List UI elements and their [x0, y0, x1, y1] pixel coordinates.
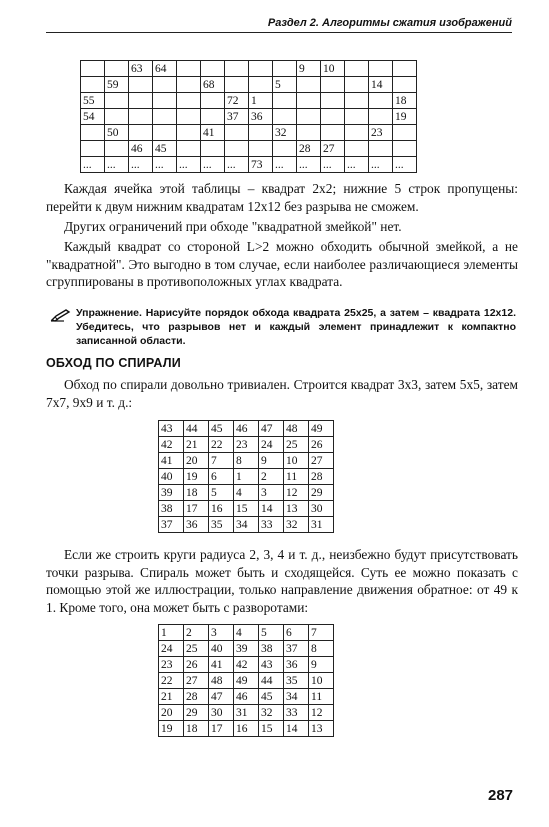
table-cell: 41 [209, 657, 234, 673]
table-cell [105, 109, 129, 125]
table-cell: 5 [273, 77, 297, 93]
table-cell: 23 [159, 657, 184, 673]
table-row [159, 453, 334, 469]
table-cell: 12 [284, 485, 309, 501]
table-cell [153, 125, 177, 141]
table-cell: 32 [273, 125, 297, 141]
pencil-icon [50, 308, 72, 322]
table-cell [297, 109, 321, 125]
table-cell [105, 61, 129, 77]
table-cell: 20 [184, 453, 209, 469]
table-cell: ... [273, 157, 297, 173]
table-row [81, 77, 417, 93]
table-cell: 38 [259, 641, 284, 657]
table-cell: 45 [209, 421, 234, 437]
table-cell: 5 [259, 625, 284, 641]
table-cell [177, 61, 201, 77]
table-cell [201, 141, 225, 157]
table-cell [249, 61, 273, 77]
paragraph-snake: Каждый квадрат со стороной L>2 можно обходить обычной змейкой, а не "квадратной". Это выгодно в том случае, если наиболее различающиеся элементы сгруппированы в противоположных углах квадрата. [46, 239, 518, 289]
table-cell: 4 [234, 485, 259, 501]
table-cell [177, 93, 201, 109]
table-cell: 12 [309, 705, 334, 721]
table-cell [153, 109, 177, 125]
table-row [159, 625, 334, 641]
table-row [159, 689, 334, 705]
table-row [159, 421, 334, 437]
table-cell: 41 [201, 125, 225, 141]
table-cell: 4 [234, 625, 259, 641]
table-cell: 24 [159, 641, 184, 657]
paragraph-circles: Если же строить круги радиуса 2, 3, 4 и т. д., неизбежно будут присутствовать точки разрыва. Спираль может быть и сходящейся. Суть ее можно показать с помощью этой же иллюстрации, только направление движения обратное: от 49 к 1. Кроме того, она может быть с разворотами: [46, 547, 518, 615]
table-cell: 59 [105, 77, 129, 93]
table-cell [273, 109, 297, 125]
table-row [81, 93, 417, 109]
table-cell: 26 [184, 657, 209, 673]
page-number: 287 [488, 787, 514, 804]
table-cell [369, 93, 393, 109]
table-cell: 42 [159, 437, 184, 453]
table-cell: 7 [209, 453, 234, 469]
table-cell: 68 [201, 77, 225, 93]
table-cell: 29 [309, 485, 334, 501]
table-cell: 43 [159, 421, 184, 437]
table-cell [177, 77, 201, 93]
table-cell: 37 [225, 109, 249, 125]
paragraph-cells: Каждая ячейка этой таблицы – квадрат 2х2; нижние 5 строк пропущены: перейти к двум нижним квадратам 12х12 без разрыва не сможем. [46, 181, 518, 214]
table-cell: 36 [249, 109, 273, 125]
table-cell: 22 [209, 437, 234, 453]
table-cell [249, 125, 273, 141]
table-cell: 54 [81, 109, 105, 125]
table-cell [129, 125, 153, 141]
table-cell [225, 77, 249, 93]
table-cell: 2 [184, 625, 209, 641]
table-cell: 23 [369, 125, 393, 141]
table-cell: 55 [81, 93, 105, 109]
section-title: ОБХОД ПО СПИРАЛИ [46, 356, 181, 370]
table-cell [393, 141, 417, 157]
table-cell: 46 [234, 689, 259, 705]
table-cell: 47 [209, 689, 234, 705]
table-cell [321, 93, 345, 109]
table-cell: 1 [159, 625, 184, 641]
table-cell: 45 [259, 689, 284, 705]
table-row [159, 469, 334, 485]
table-cell: ... [297, 157, 321, 173]
table-row [81, 125, 417, 141]
table-cell: 3 [259, 485, 284, 501]
table-cell: ... [201, 157, 225, 173]
table-cell: 13 [284, 501, 309, 517]
table-row [81, 141, 417, 157]
table-cell: 10 [321, 61, 345, 77]
table-cell: 1 [234, 469, 259, 485]
table-cell: 5 [209, 485, 234, 501]
table-cell: 6 [209, 469, 234, 485]
table-cell: 18 [393, 93, 417, 109]
table-row [159, 673, 334, 689]
table-cell [345, 109, 369, 125]
table-cell [249, 141, 273, 157]
table-cell [321, 109, 345, 125]
table-cell [297, 93, 321, 109]
table-cell: 31 [309, 517, 334, 533]
table-cell: 36 [184, 517, 209, 533]
table-cell: 16 [209, 501, 234, 517]
table-cell [129, 109, 153, 125]
table-cell: ... [225, 157, 249, 173]
table-cell: 47 [259, 421, 284, 437]
table-cell: 17 [184, 501, 209, 517]
table-cell [321, 125, 345, 141]
table-cell: 28 [309, 469, 334, 485]
table-cell: 63 [129, 61, 153, 77]
table-cell: 14 [284, 721, 309, 737]
table-cell [297, 77, 321, 93]
table-cell: 49 [234, 673, 259, 689]
table-cell [105, 141, 129, 157]
table-cell: 34 [284, 689, 309, 705]
table-cell: 8 [234, 453, 259, 469]
paragraph-spiral-intro: Обход по спирали довольно тривиален. Строится квадрат 3х3, затем 5х5, затем 7х7, 9х9 и т. д.: [46, 377, 518, 410]
table-cell: 9 [259, 453, 284, 469]
table-row [159, 721, 334, 737]
table-cell: 46 [234, 421, 259, 437]
table-row [81, 157, 417, 173]
table-cell: 37 [159, 517, 184, 533]
table-cell: 18 [184, 485, 209, 501]
exercise-label: Упражнение. [76, 307, 142, 319]
table-cell: 25 [284, 437, 309, 453]
table-cell: ... [81, 157, 105, 173]
table-row [159, 641, 334, 657]
table-cell: 6 [284, 625, 309, 641]
table-cell: 9 [309, 657, 334, 673]
table-row [81, 109, 417, 125]
table-cell: 14 [369, 77, 393, 93]
table-cell: 8 [309, 641, 334, 657]
table-cell [153, 77, 177, 93]
table-cell: 27 [184, 673, 209, 689]
table-cell: 14 [259, 501, 284, 517]
snake-grid-table [80, 60, 417, 173]
table-cell: 40 [209, 641, 234, 657]
table-row [159, 437, 334, 453]
table-cell [153, 93, 177, 109]
table-cell [201, 93, 225, 109]
table-cell: ... [369, 157, 393, 173]
table-cell: 9 [297, 61, 321, 77]
table-cell: 40 [159, 469, 184, 485]
table-cell: 35 [209, 517, 234, 533]
table-row [159, 501, 334, 517]
table-cell: 11 [309, 689, 334, 705]
table-row [159, 517, 334, 533]
spiral-table [158, 420, 334, 533]
table-cell [225, 125, 249, 141]
table-cell: ... [345, 157, 369, 173]
table-cell [81, 141, 105, 157]
table-cell [249, 77, 273, 93]
table-cell: 3 [209, 625, 234, 641]
exercise-text [76, 306, 516, 348]
table-cell: ... [393, 157, 417, 173]
table-cell: 29 [184, 705, 209, 721]
table-cell: 37 [284, 641, 309, 657]
table-cell: 33 [284, 705, 309, 721]
table-cell: 26 [309, 437, 334, 453]
table-cell: 28 [297, 141, 321, 157]
table-cell: ... [129, 157, 153, 173]
paragraph-constraints: Других ограничений при обходе "квадратной змейкой" нет. [64, 219, 402, 234]
table-cell: 34 [234, 517, 259, 533]
running-head: Раздел 2. Алгоритмы сжатия изображений [46, 17, 512, 33]
table-cell: 7 [309, 625, 334, 641]
table-cell: 16 [234, 721, 259, 737]
table-cell [393, 61, 417, 77]
table-cell: ... [153, 157, 177, 173]
table-cell: 17 [209, 721, 234, 737]
table-cell [201, 61, 225, 77]
table-cell: 2 [259, 469, 284, 485]
table-cell: 35 [284, 673, 309, 689]
table-cell: 1 [249, 93, 273, 109]
table-cell [297, 125, 321, 141]
table-cell [177, 125, 201, 141]
table-cell: 72 [225, 93, 249, 109]
table-cell: 19 [184, 469, 209, 485]
table-row [159, 705, 334, 721]
table-cell: 27 [309, 453, 334, 469]
table-cell: 32 [284, 517, 309, 533]
table-cell: ... [177, 157, 201, 173]
table-cell: 21 [159, 689, 184, 705]
table-cell: 27 [321, 141, 345, 157]
table-cell [393, 125, 417, 141]
table-cell: 64 [153, 61, 177, 77]
table-cell: 48 [284, 421, 309, 437]
table-cell: 22 [159, 673, 184, 689]
table-cell [201, 109, 225, 125]
table-cell: 23 [234, 437, 259, 453]
table-cell: 32 [259, 705, 284, 721]
exercise-body: Нарисуйте порядок обхода квадрата 25х25, а затем – квадрата 12х12. Убедитесь, что разрывов нет и каждый элемент принадлежит к компактно записанной области. [76, 307, 516, 347]
table-cell [345, 125, 369, 141]
table-row [81, 61, 417, 77]
table-cell: 30 [209, 705, 234, 721]
table-cell: 36 [284, 657, 309, 673]
table-cell: 45 [153, 141, 177, 157]
table-cell [369, 141, 393, 157]
table-cell [81, 125, 105, 141]
table-cell: 31 [234, 705, 259, 721]
table-cell: 48 [209, 673, 234, 689]
table-cell: 73 [249, 157, 273, 173]
table-cell: 43 [259, 657, 284, 673]
table-cell: ... [105, 157, 129, 173]
table-cell [177, 109, 201, 125]
table-cell: 50 [105, 125, 129, 141]
table-cell: 11 [284, 469, 309, 485]
table-cell: 44 [184, 421, 209, 437]
table-cell [321, 77, 345, 93]
table-cell: 42 [234, 657, 259, 673]
table-row [159, 485, 334, 501]
table-cell [273, 61, 297, 77]
table-cell: 13 [309, 721, 334, 737]
table-cell: 19 [393, 109, 417, 125]
table-cell: 28 [184, 689, 209, 705]
table-cell: 49 [309, 421, 334, 437]
table-cell [225, 141, 249, 157]
table-cell [369, 61, 393, 77]
table-cell: 15 [259, 721, 284, 737]
table-cell [129, 93, 153, 109]
table-cell [225, 61, 249, 77]
table-cell [369, 109, 393, 125]
table-cell [105, 93, 129, 109]
table-cell: 39 [234, 641, 259, 657]
table-cell: 20 [159, 705, 184, 721]
table-cell [273, 93, 297, 109]
table-cell: 41 [159, 453, 184, 469]
table-cell: 24 [259, 437, 284, 453]
table-cell: 19 [159, 721, 184, 737]
table-cell: 30 [309, 501, 334, 517]
table-cell [345, 77, 369, 93]
table-cell [81, 61, 105, 77]
table-row [159, 657, 334, 673]
table-cell: 18 [184, 721, 209, 737]
table-cell: 39 [159, 485, 184, 501]
table-cell [177, 141, 201, 157]
table-cell: 44 [259, 673, 284, 689]
table-cell: 38 [159, 501, 184, 517]
table-cell: 25 [184, 641, 209, 657]
table-cell [129, 77, 153, 93]
table-cell: ... [321, 157, 345, 173]
table-cell: 10 [309, 673, 334, 689]
reversal-spiral-table [158, 624, 334, 737]
table-cell [273, 141, 297, 157]
table-cell [345, 61, 369, 77]
table-cell: 33 [259, 517, 284, 533]
table-cell: 46 [129, 141, 153, 157]
table-cell: 21 [184, 437, 209, 453]
table-cell [345, 93, 369, 109]
table-cell: 10 [284, 453, 309, 469]
table-cell [393, 77, 417, 93]
table-cell: 15 [234, 501, 259, 517]
table-cell [345, 141, 369, 157]
table-cell [81, 77, 105, 93]
